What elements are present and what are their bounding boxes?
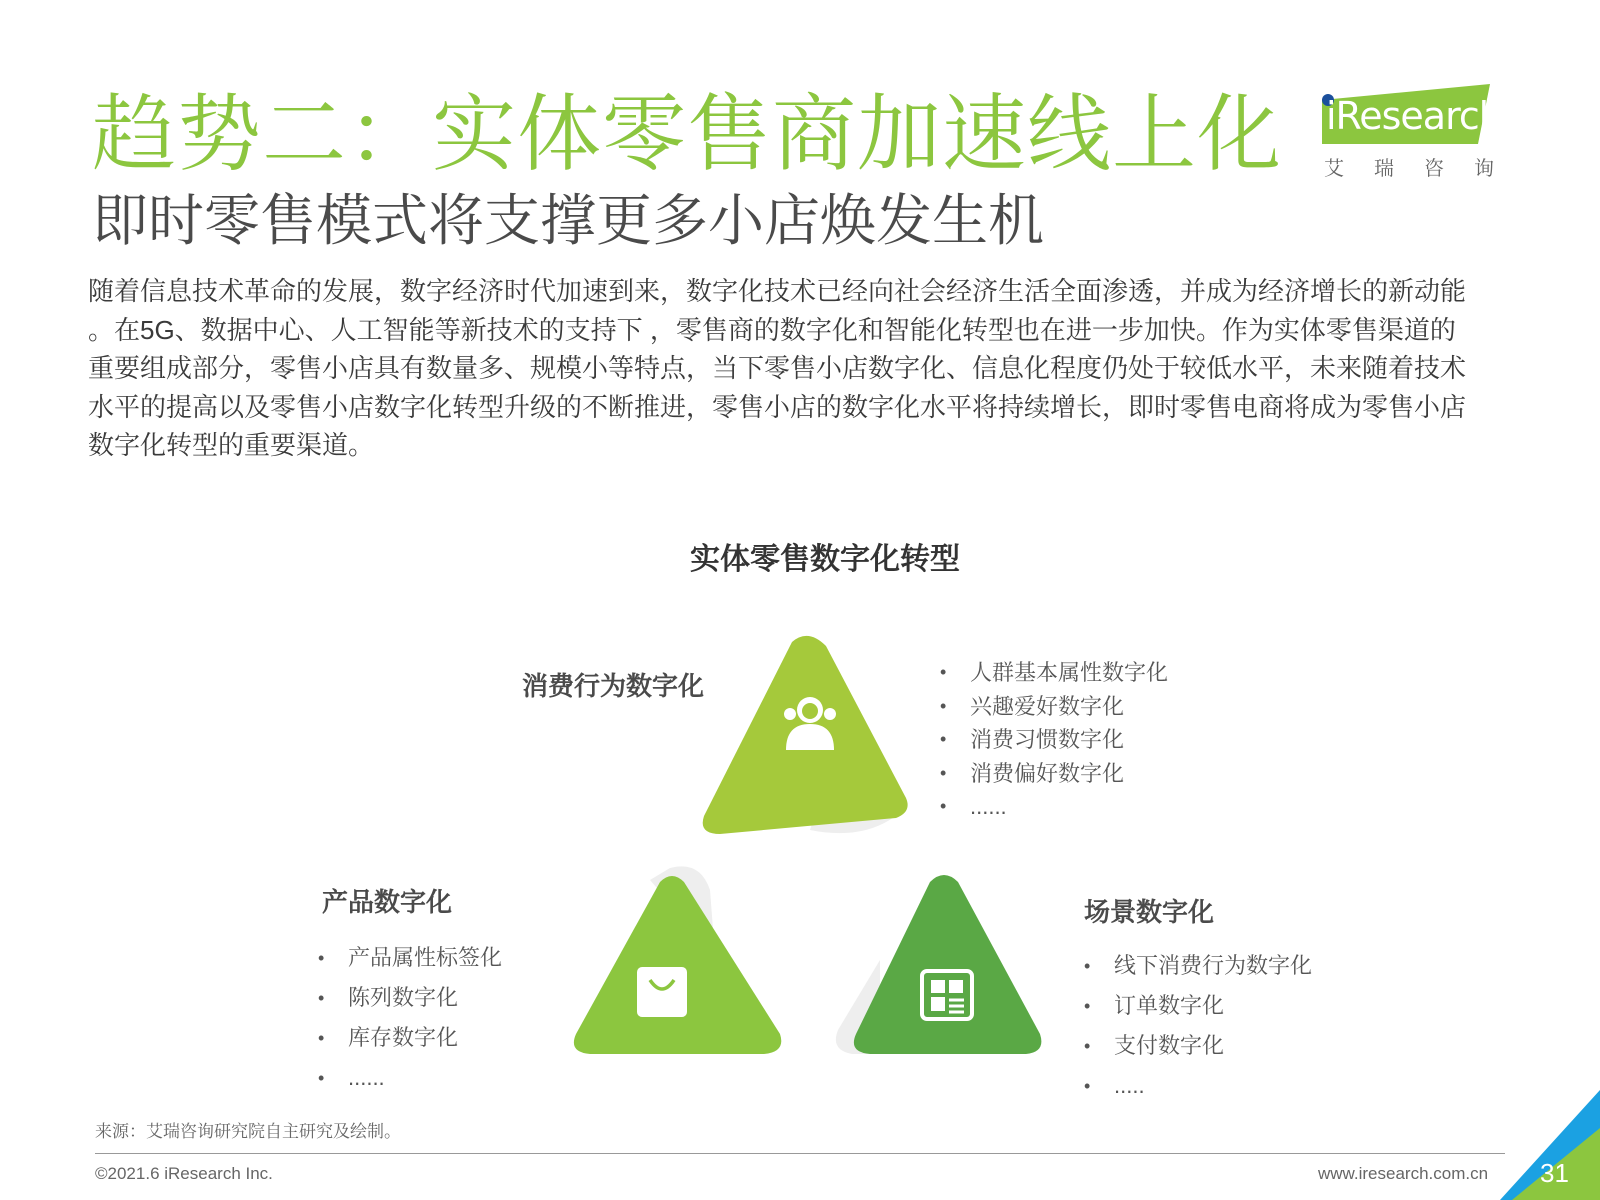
list-item: • ..... [1084, 1066, 1312, 1106]
logo-wordmark: iResearch [1326, 94, 1502, 138]
scene-heading: 场景数字化 [1084, 897, 1215, 927]
product-triangle-shape [574, 876, 781, 1054]
scene-triangle-shape [854, 875, 1042, 1054]
list-item: • 消费习惯数字化 [940, 723, 1168, 757]
page-title: 趋势二：实体零售商加速线上化 [92, 87, 1283, 181]
list-item: • 订单数字化 [1084, 986, 1312, 1026]
consumer-triangle [703, 636, 908, 834]
footer-divider [95, 1153, 1505, 1154]
list-item: • 库存数字化 [318, 1018, 502, 1058]
consumer-heading: 消费行为数字化 [522, 671, 705, 701]
list-item: • 陈列数字化 [318, 978, 502, 1018]
list-item: • 人群基本属性数字化 [940, 656, 1168, 690]
list-item: • 线下消费行为数字化 [1084, 946, 1312, 986]
logo-chinese-name: 艾瑞咨询 [1324, 158, 1524, 180]
list-item: • 产品属性标签化 [318, 938, 502, 978]
consumer-bullet-list [940, 656, 1168, 824]
page-subtitle: 即时零售模式将支撑更多小店焕发生机 [92, 189, 1044, 252]
list-item: • ...... [940, 790, 1168, 824]
diagram-title: 实体零售数字化转型 [690, 543, 960, 576]
shopping-bag-icon [637, 967, 687, 1017]
website-link[interactable]: www.iresearch.com.cn [1318, 1164, 1489, 1183]
list-item: • 兴趣爱好数字化 [940, 690, 1168, 724]
source-note: 来源：艾瑞咨询研究院自主研究及绘制。 [95, 1122, 401, 1141]
intro-paragraph: 随着信息技术革命的发展，数字经济时代加速到来，数字化技术已经向社会经济生活全面渗透，并成为经济增长的新动能 。在5G、数据中心、人工智能等新技术的支持下 ，零售商的数字化和智能化转型也在进一步加快。作为实体零售渠道的 重要组成部分，零售小店具有数量多、规模小等特点，当下零售小店数字化、信息化程度仍处于较低水平，未来随着技术 水平的提高以及零售小店数字化转型升级的不断推进，零售小店的数字化水平将持续增长，即时零售电商将成为零售小店 数字化转型的重要渠道。 [88, 276, 1467, 460]
list-item: • 消费偏好数字化 [940, 757, 1168, 791]
list-item: • 支付数字化 [1084, 1026, 1312, 1066]
product-triangle [574, 866, 781, 1054]
product-bullet-list [318, 938, 502, 1098]
copyright-text: ©2021.6 iResearch Inc. [95, 1164, 273, 1183]
scene-triangle [836, 875, 1042, 1054]
page-number: 31 [1540, 1158, 1569, 1188]
scene-bullet-list [1084, 946, 1312, 1106]
product-heading: 产品数字化 [322, 887, 453, 917]
list-item: • ...... [318, 1058, 502, 1098]
